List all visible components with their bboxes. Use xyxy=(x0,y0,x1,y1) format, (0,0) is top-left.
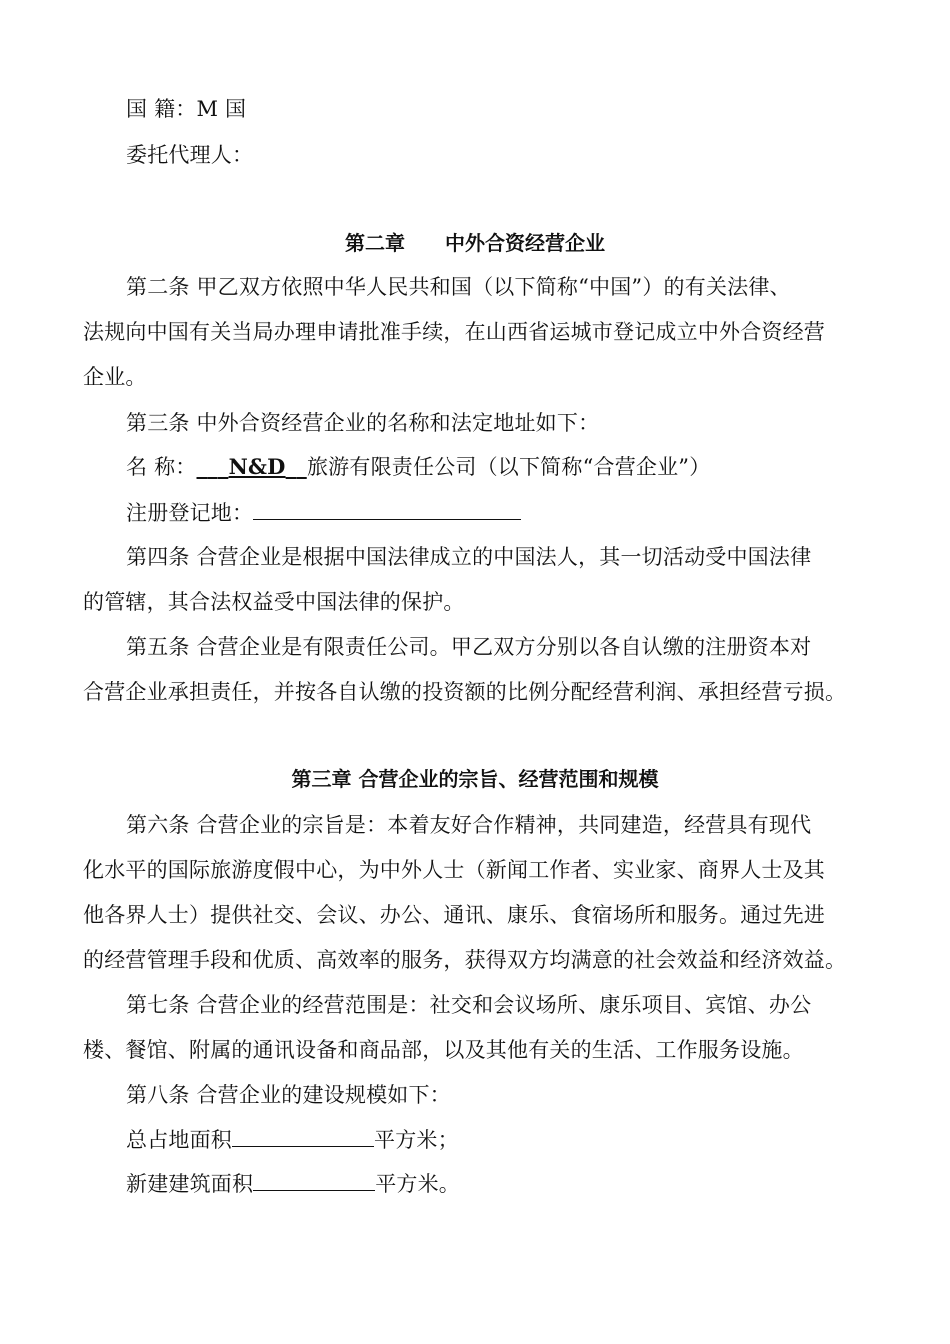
chapter-2-title: 中外合资经营企业 xyxy=(445,231,605,255)
building-area-blank xyxy=(253,1168,375,1191)
article-6-line-1: 第六条 合营企业的宗旨是：本着友好合作精神，共同建造，经营具有现代 xyxy=(126,813,812,837)
article-7-line-2: 楼、餐馆、附属的通讯设备和商品部，以及其他有关的生活、工作服务设施。 xyxy=(83,1038,804,1062)
agent-label: 委托代理人： xyxy=(126,143,254,167)
company-name-blank-left: ___ xyxy=(196,454,229,479)
land-area-unit: 平方米； xyxy=(374,1128,459,1152)
building-area-unit: 平方米。 xyxy=(375,1172,461,1196)
company-code: N&D xyxy=(228,454,286,479)
land-area-blank xyxy=(232,1124,374,1147)
building-area-label: 新建建筑面积 xyxy=(126,1172,254,1196)
article-6-line-4: 的经营管理手段和优质、高效率的服务，获得双方均满意的社会效益和经济效益。 xyxy=(83,948,847,972)
registration-line xyxy=(126,497,873,528)
company-name-label: 名 称： xyxy=(126,455,197,479)
article-7-line-1: 第七条 合营企业的经营范围是：社交和会议场所、康乐项目、宾馆、办公 xyxy=(126,993,812,1017)
chapter-3-heading: 第三章 合营企业的宗旨、经营范围和规模 xyxy=(291,767,659,791)
article-8: 第八条 合营企业的建设规模如下： xyxy=(126,1083,451,1107)
nationality-value: M 国 xyxy=(196,97,247,121)
article-5-line-1: 第五条 合营企业是有限责任公司。甲乙双方分别以各自认缴的注册资本对 xyxy=(126,635,812,659)
nationality-line xyxy=(126,94,873,124)
article-6-line-3: 他各界人士）提供社交、会议、办公、通讯、康乐、食宿场所和服务。通过先进 xyxy=(83,903,825,927)
article-6-line-2: 化水平的国际旅游度假中心，为中外人士（新闻工作者、实业家、商界人士及其 xyxy=(83,858,825,882)
land-area-label: 总占地面积 xyxy=(126,1128,232,1152)
company-name-line xyxy=(126,452,873,482)
article-4-line-2: 的管辖，其合法权益受中国法律的保护。 xyxy=(83,590,465,614)
building-area-line xyxy=(126,1168,873,1199)
land-area-line xyxy=(126,1124,873,1155)
agent-line xyxy=(126,140,873,170)
chapter-2-heading xyxy=(0,228,950,258)
registration-label: 注册登记地： xyxy=(126,501,254,525)
article-4-line-1: 第四条 合营企业是根据中国法律成立的中国法人，其一切活动受中国法律 xyxy=(126,545,812,569)
article-2-line-2: 法规向中国有关当局办理申请批准手续，在山西省运城市登记成立中外合资经营 xyxy=(83,320,825,344)
article-2-line-1: 第二条 甲乙双方依照中华人民共和国（以下简称“中国”）的有关法律、 xyxy=(126,275,791,299)
nationality-label: 国 籍： xyxy=(126,97,197,121)
article-2-line-3: 企业。 xyxy=(83,365,147,389)
company-name-rest: 旅游有限责任公司（以下简称“合营企业”） xyxy=(306,455,711,479)
registration-blank xyxy=(253,497,521,520)
article-5-line-2: 合营企业承担责任，并按各自认缴的投资额的比例分配经营利润、承担经营亏损。 xyxy=(83,680,847,704)
chapter-2-number: 第二章 xyxy=(345,231,405,255)
article-3: 第三条 中外合资经营企业的名称和法定地址如下： xyxy=(126,411,600,435)
company-name-blank-right: __ xyxy=(285,454,307,479)
